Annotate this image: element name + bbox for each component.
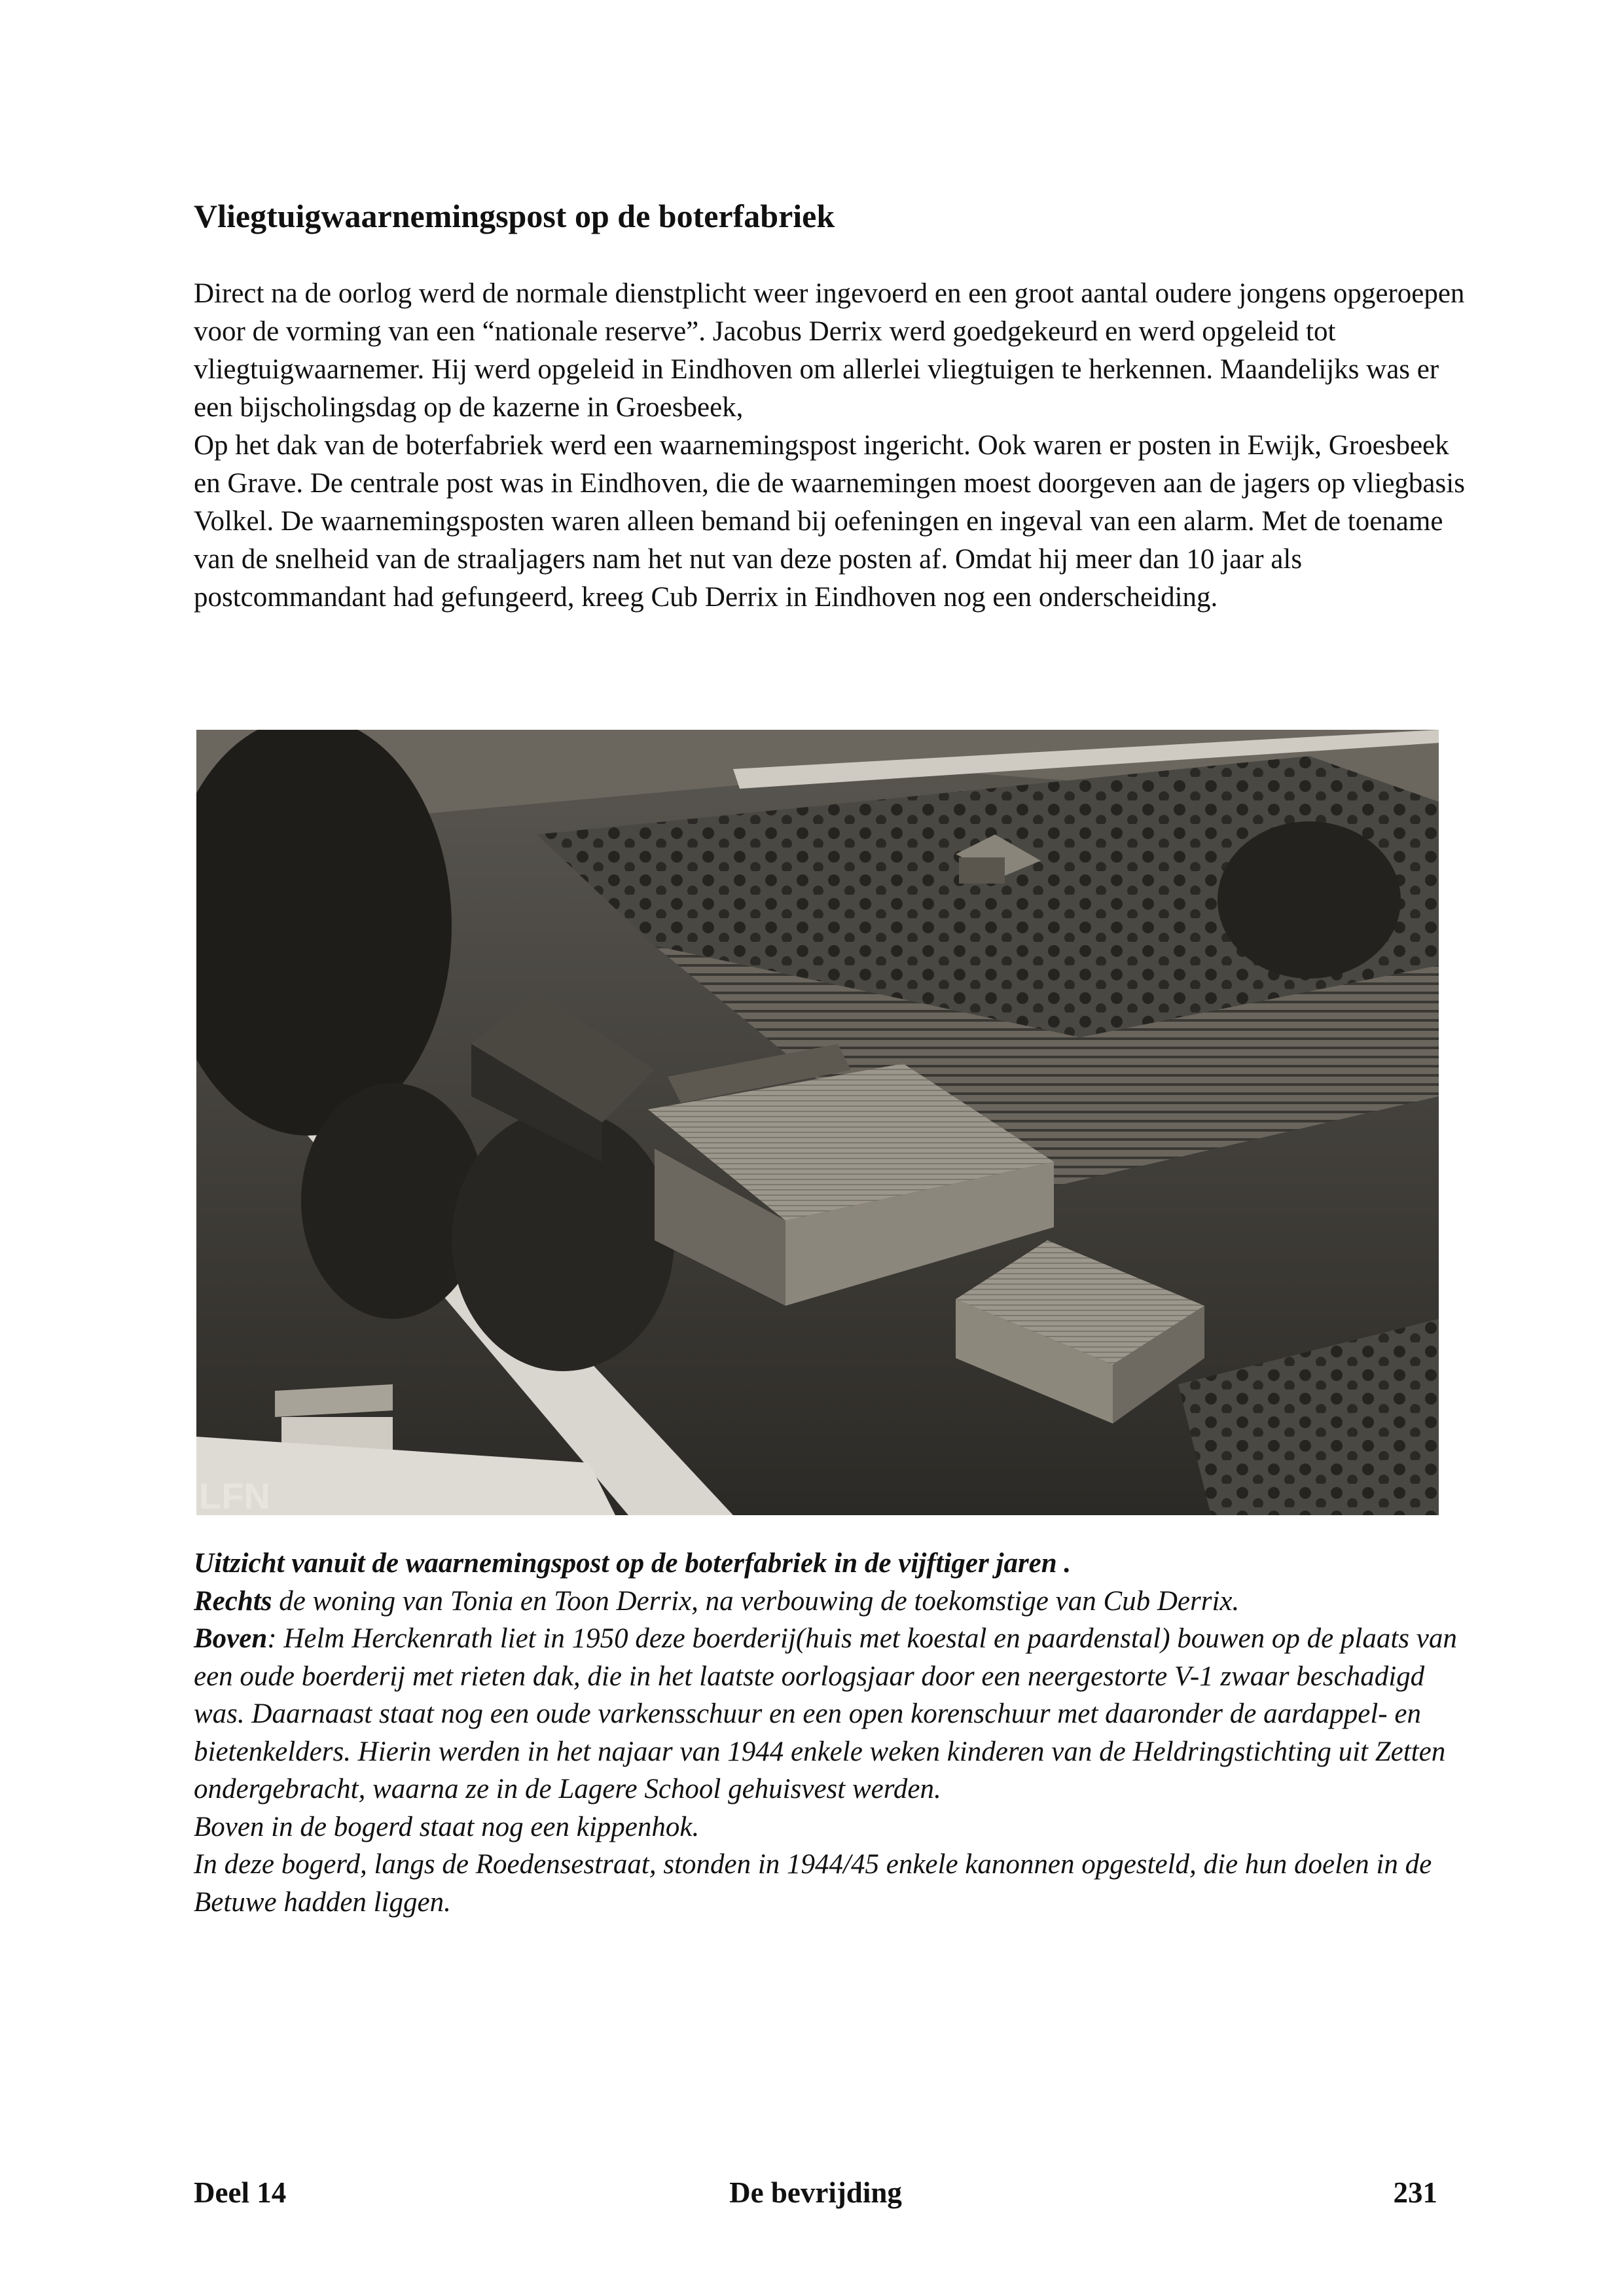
page-title: Vliegtuigwaarnemingspost op de boterfabriek <box>194 198 835 234</box>
caption-rechts <box>194 1583 1477 1621</box>
footer-part: Deel 14 <box>194 2176 287 2209</box>
body-text <box>194 275 1470 617</box>
caption-heading: Uitzicht vanuit de waarnemingspost op de boterfabriek in de vijftiger jaren . <box>194 1548 1072 1579</box>
caption-paragraph-4: In deze bogerd, langs de Roedensestraat, stonden in 1944/45 enkele kanonnen opgesteld, die hun doelen in de Betuwe hadden liggen. <box>194 1849 1432 1918</box>
aerial-photo <box>196 730 1439 1515</box>
caption-boven-text: : Helm Herckenrath liet in 1950 deze boerderij(huis met koestal en paardenstal) bouwen op de plaats van een oude boerderij met rieten dak, die in het laatste oorlogsjaar door een neergestorte V-1 zwaar beschadigd was. Daarnaast staat nog een oude varkensschuur en een open korenschuur met daaronder de aardappel- en bietenkelders. Hierin werden in het najaar van 1944 enkele weken kinderen van de Heldringstichting uit Zetten ondergebracht, waarna ze in de Lagere School gehuisvest werden. <box>194 1623 1457 1804</box>
photo-watermark: LFN <box>199 1475 270 1515</box>
page-footer <box>194 2173 1437 2212</box>
caption-rechts-label: Rechts <box>194 1585 272 1617</box>
footer-chapter: De bevrijding <box>729 2176 902 2209</box>
body-paragraph-2: Op het dak van de boterfabriek werd een waarnemingspost ingericht. Ook waren er posten in Ewijk, Groesbeek en Grave. De centrale post was in Eindhoven, die de waarnemingen moest doorgeven aan de jagers op vliegbasis Volkel. De waarnemingsposten waren alleen bemand bij oefeningen en ingeval van een alarm. Met de toename van de snelheid van de straaljagers nam het nut van deze posten af. Omdat hij meer dan 10 jaar als postcommandant had gefungeerd, kreeg Cub Derrix in Eindhoven nog een onderscheiding. <box>194 430 1465 613</box>
caption-paragraph-3: Boven in de bogerd staat nog een kippenhok. <box>194 1811 700 1842</box>
page-number: 231 <box>1393 2176 1437 2209</box>
caption-rechts-text: de woning van Tonia en Toon Derrix, na verbouwing de toekomstige van Cub Derrix. <box>272 1585 1240 1617</box>
body-paragraph-1: Direct na de oorlog werd de normale dienstplicht weer ingevoerd en een groot aantal oudere jongens opgeroepen voor de vorming van een “nationale reserve”. Jacobus Derrix werd goedgekeurd en werd opgeleid tot vliegtuigwaarnemer. Hij werd opgeleid in Eindhoven om allerlei vliegtuigen te herkennen. Maandelijks was er een bijscholingsdag op de kazerne in Groesbeek, <box>194 278 1465 423</box>
caption-boven-label: Boven <box>194 1623 268 1654</box>
photo-caption <box>194 1545 1477 1921</box>
aerial-photo-illustration <box>196 730 1439 1515</box>
caption-boven <box>194 1620 1477 1808</box>
